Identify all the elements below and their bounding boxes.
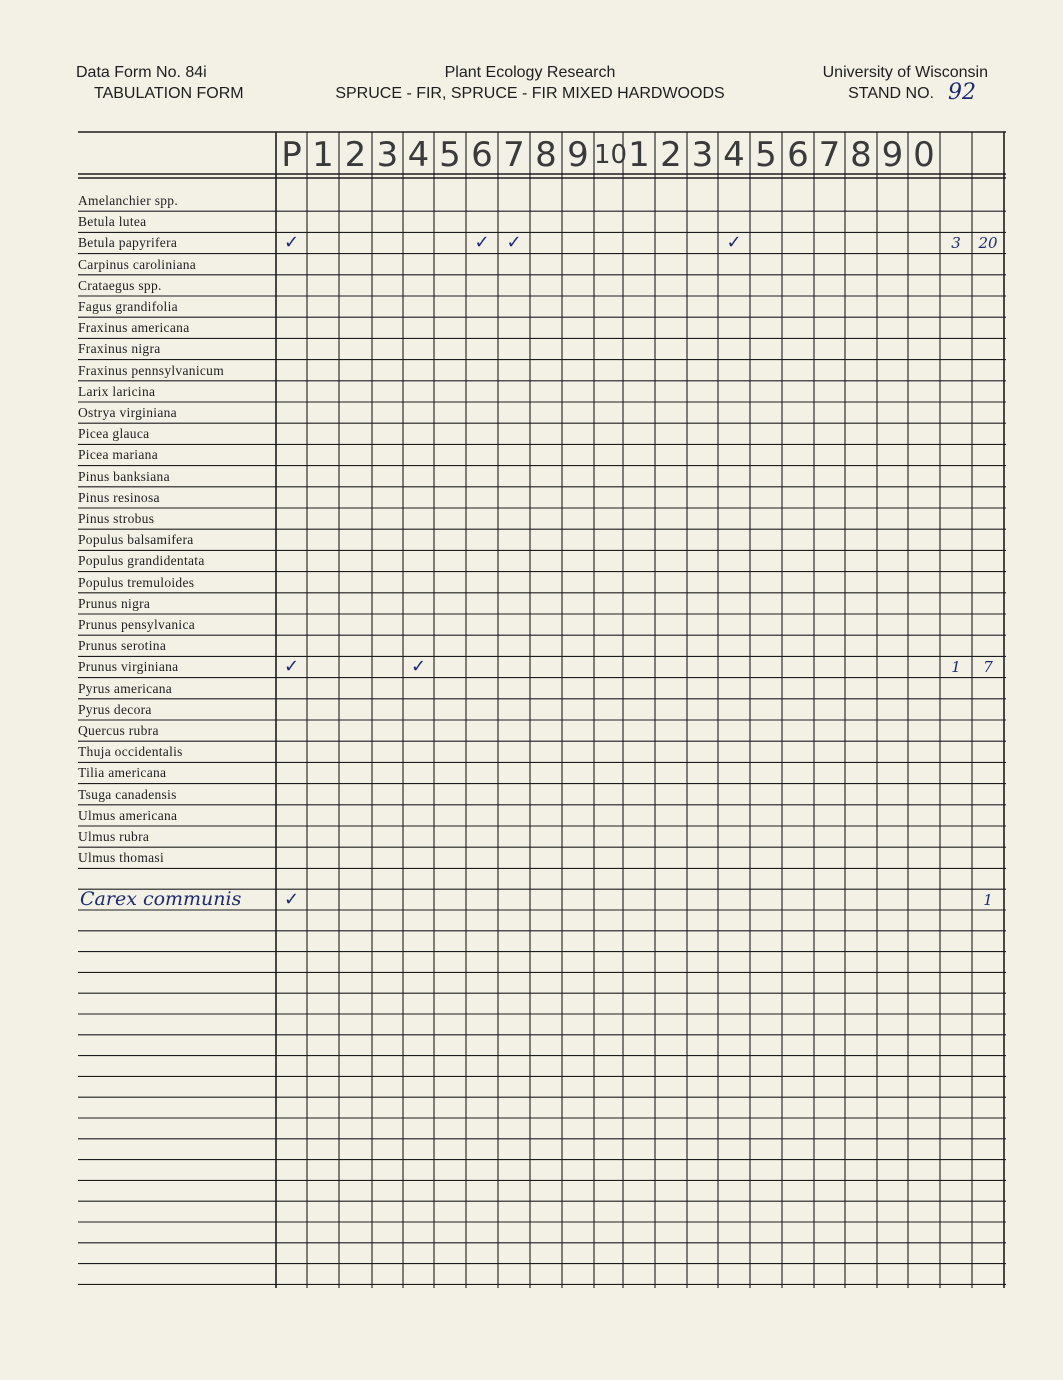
column-header: 2 bbox=[660, 135, 682, 175]
column-header: 5 bbox=[439, 135, 461, 175]
column-header: 7 bbox=[818, 135, 841, 175]
species-name: Populus balsamifera bbox=[78, 532, 194, 548]
column-header: 6 bbox=[471, 135, 493, 175]
column-header: 0 bbox=[913, 135, 935, 175]
species-name: Betula lutea bbox=[78, 214, 147, 230]
species-name: Pinus strobus bbox=[78, 511, 155, 526]
check-mark: ✓ bbox=[474, 232, 490, 254]
species-name: Crataegus spp. bbox=[78, 277, 162, 293]
form-number: Data Form No. 84i bbox=[76, 64, 207, 81]
stand-number-handwritten: 92 bbox=[948, 80, 976, 105]
column-header: 1 bbox=[628, 135, 650, 175]
species-name: Larix laricina bbox=[78, 383, 156, 399]
check-mark: ✓ bbox=[726, 232, 742, 254]
species-name: Betula papyrifera bbox=[78, 235, 178, 251]
species-name: Tsuga canadensis bbox=[78, 786, 177, 802]
species-name: Prunus virginiana bbox=[78, 659, 179, 675]
species-name: Pinus banksiana bbox=[78, 468, 170, 484]
tally-value: 1 bbox=[951, 658, 961, 677]
species-name: Pyrus americana bbox=[78, 680, 173, 696]
species-name: Ostrya virginiana bbox=[78, 405, 177, 420]
column-header: 9 bbox=[567, 135, 589, 175]
stand-label: STAND NO. bbox=[848, 85, 934, 102]
tally-value: 7 bbox=[983, 658, 993, 677]
column-header: 10 bbox=[594, 140, 628, 170]
species-name: Prunus serotina bbox=[78, 638, 167, 654]
species-name: Fraxinus americana bbox=[78, 320, 190, 336]
column-header: 4 bbox=[407, 135, 430, 175]
species-name: Amelanchier spp. bbox=[78, 193, 179, 208]
extra-species-handwritten: Carex communis bbox=[80, 888, 242, 910]
species-name: Thuja occidentalis bbox=[78, 744, 183, 760]
column-header: 2 bbox=[344, 135, 367, 175]
column-header: 1 bbox=[312, 135, 334, 175]
check-mark: ✓ bbox=[283, 232, 300, 254]
species-name: Tilia americana bbox=[78, 765, 167, 781]
column-header: 4 bbox=[723, 135, 745, 175]
tally-value: 3 bbox=[951, 234, 961, 253]
tally-value: 1 bbox=[983, 891, 993, 910]
form-type: TABULATION FORM bbox=[94, 85, 244, 102]
species-name: Populus tremuloides bbox=[78, 574, 195, 590]
species-name: Pinus resinosa bbox=[78, 489, 160, 505]
column-header: 7 bbox=[503, 135, 525, 175]
column-header: 8 bbox=[850, 135, 872, 175]
check-mark: ✓ bbox=[283, 889, 300, 911]
column-header: 5 bbox=[755, 135, 777, 175]
university-name: University of Wisconsin bbox=[822, 64, 988, 81]
column-header: 8 bbox=[535, 135, 557, 175]
forest-type: SPRUCE - FIR, SPRUCE - FIR MIXED HARDWOODS bbox=[335, 85, 725, 102]
species-name: Pyrus decora bbox=[78, 701, 152, 717]
tally-value: 20 bbox=[978, 234, 998, 253]
check-mark: ✓ bbox=[283, 656, 300, 678]
column-header: 9 bbox=[881, 135, 904, 175]
species-name: Ulmus rubra bbox=[78, 829, 150, 844]
column-header: P bbox=[281, 135, 302, 175]
species-name: Fraxinus nigra bbox=[78, 341, 161, 357]
species-name: Carpinus caroliniana bbox=[78, 256, 197, 272]
species-name: Ulmus americana bbox=[78, 807, 178, 823]
species-name: Prunus pensylvanica bbox=[78, 617, 196, 632]
species-name: Fraxinus pennsylvanicum bbox=[78, 362, 225, 378]
check-mark: ✓ bbox=[506, 232, 522, 254]
column-header: 3 bbox=[376, 135, 399, 175]
species-name: Ulmus thomasi bbox=[78, 850, 165, 866]
species-name: Picea mariana bbox=[78, 447, 158, 463]
column-header: 6 bbox=[787, 135, 809, 175]
species-name: Populus grandidentata bbox=[78, 553, 205, 569]
species-name: Prunus nigra bbox=[78, 595, 151, 611]
research-title: Plant Ecology Research bbox=[444, 64, 616, 81]
species-name: Quercus rubra bbox=[78, 723, 159, 738]
column-header: 3 bbox=[691, 135, 714, 175]
species-name: Picea glauca bbox=[78, 426, 150, 442]
species-name: Fagus grandifolia bbox=[78, 299, 178, 314]
check-mark: ✓ bbox=[410, 656, 427, 678]
